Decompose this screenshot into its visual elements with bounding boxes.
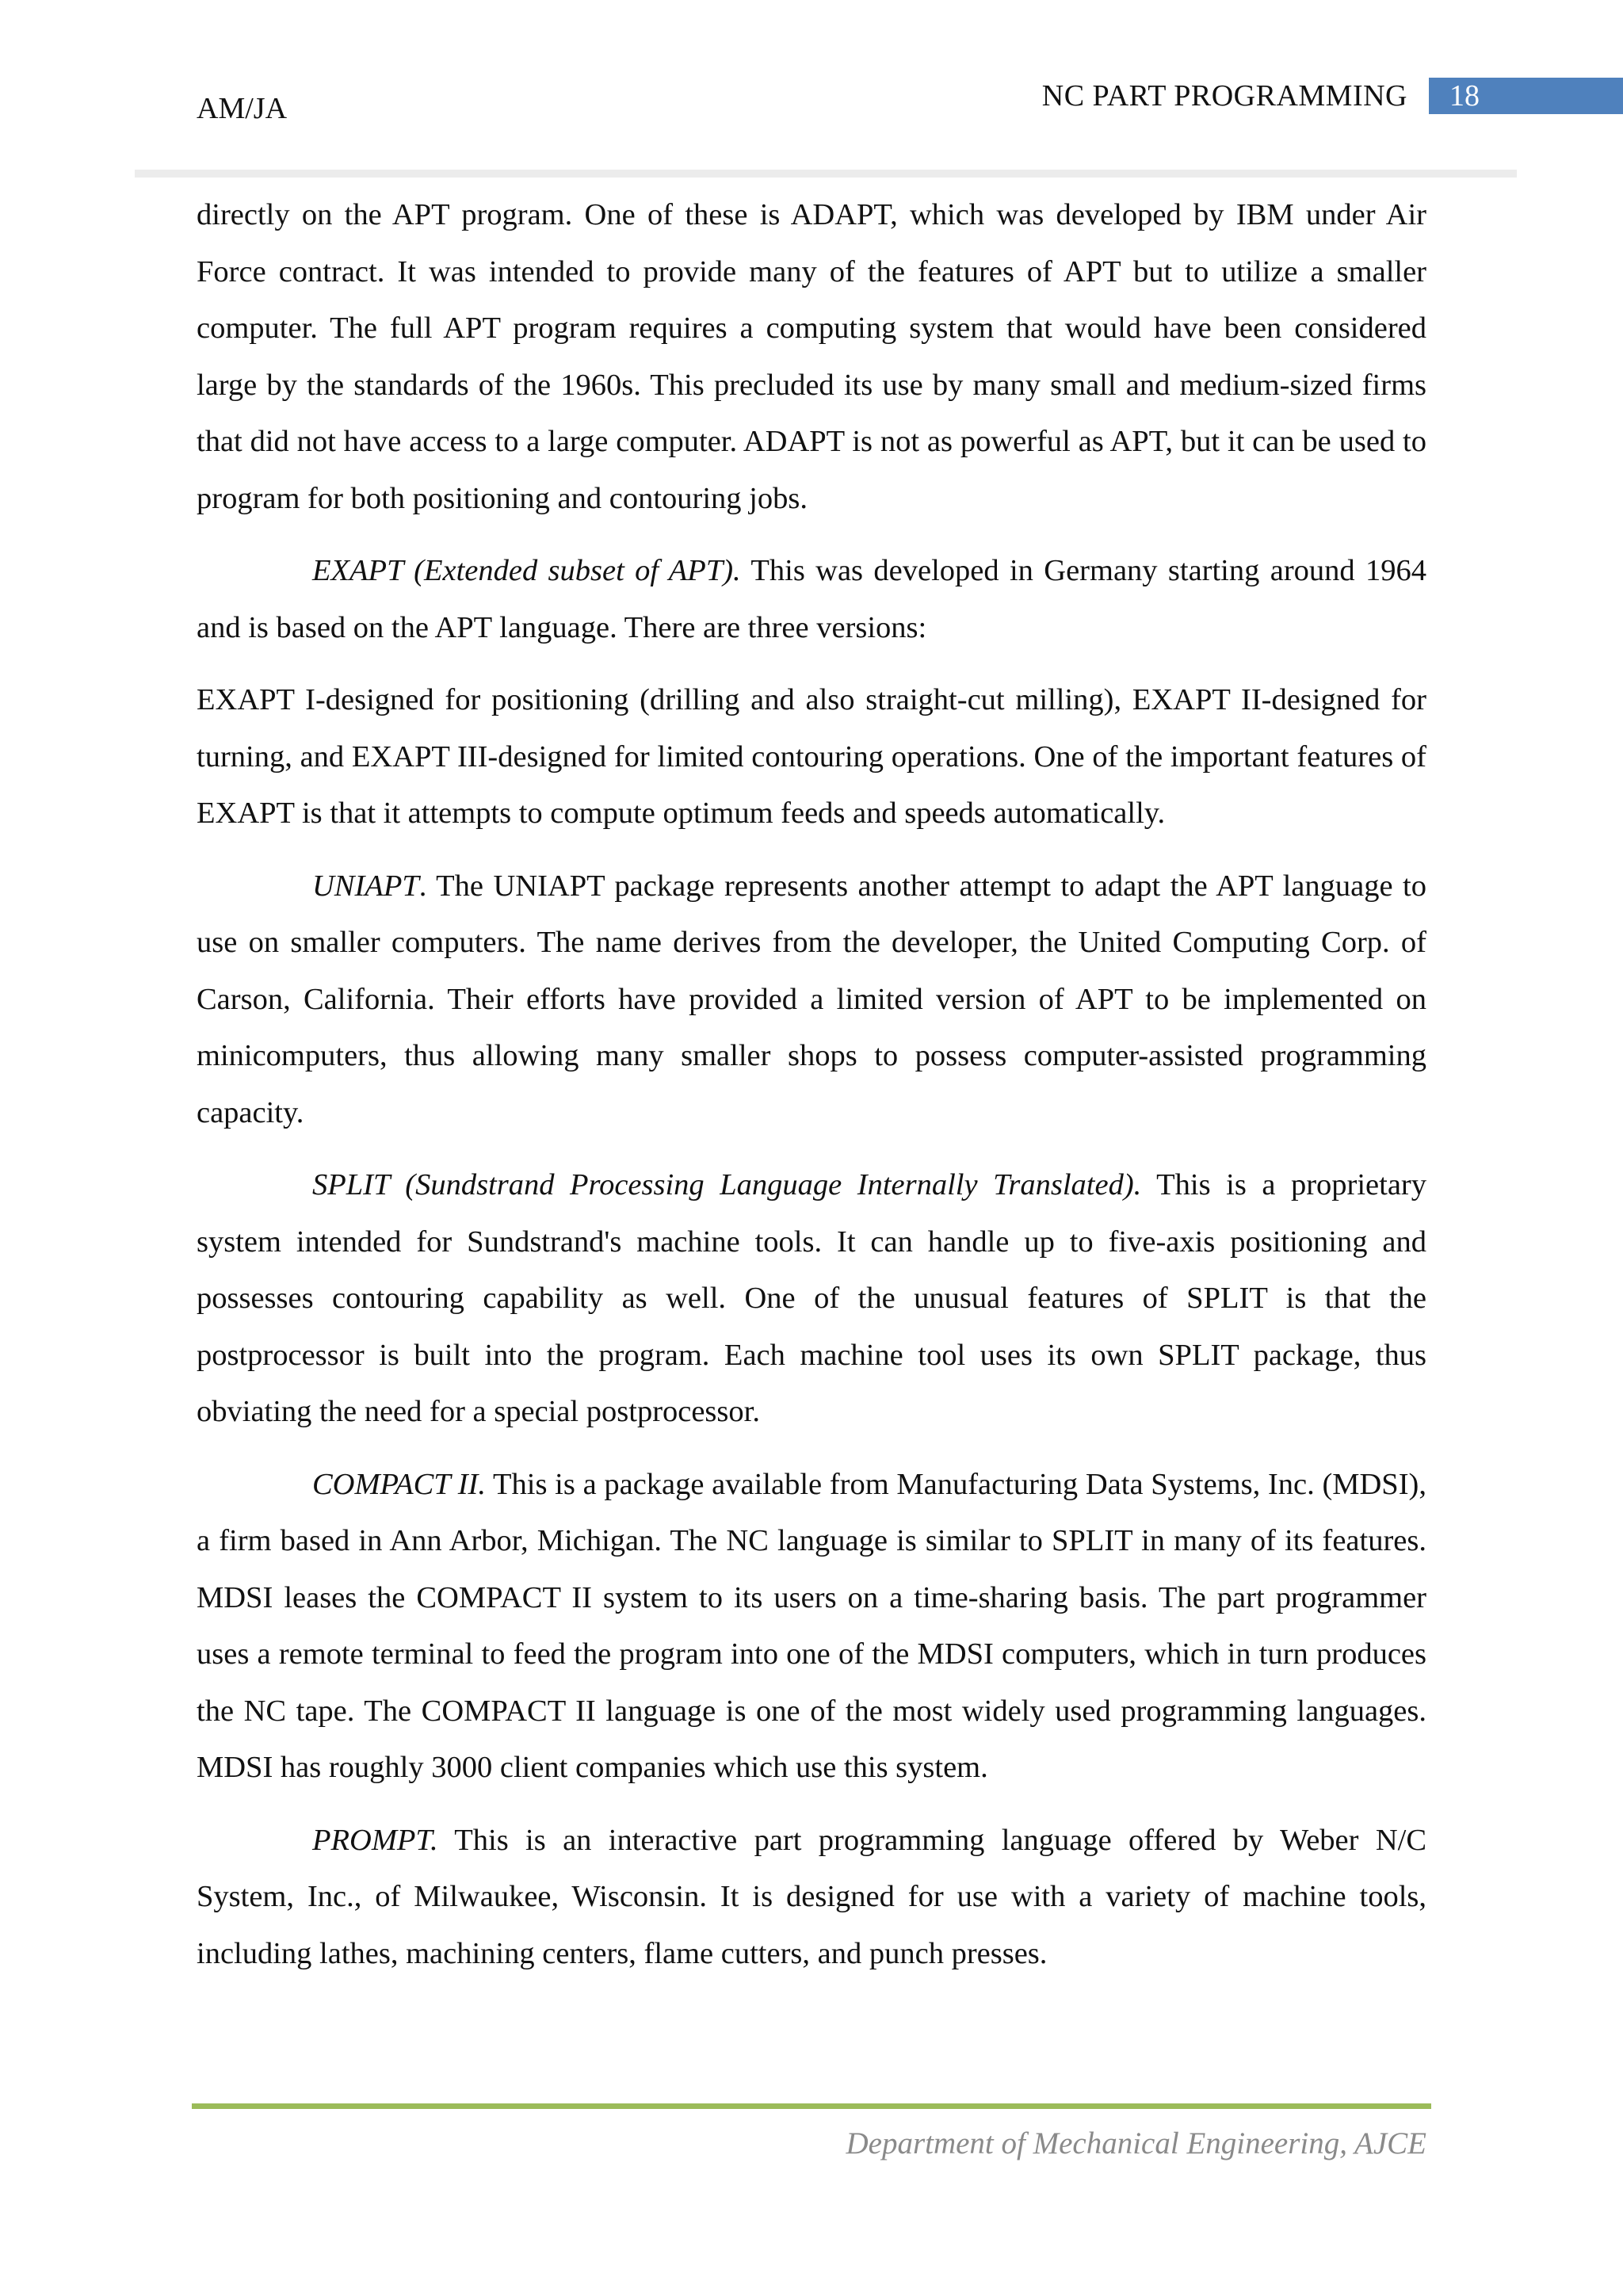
paragraph-exapt-versions: EXAPT I-designed for positioning (drilling and also straight-cut milling), EXAPT II-designed for turning, and EXAPT III-designed for limited contouring operations. One of the important features of EXAPT is that it attempts to compute optimum feeds and speeds automatically.: [197, 683, 1426, 830]
paragraph-prompt: [197, 1813, 1426, 1983]
paragraph-split-text: This is a proprietary system intended for Sundstrand's machine tools. It can handle up to five-axis positioning and possesses contouring capability as well. One of the unusual features of SPLIT is that the postprocessor is built into the program. Each machine tool uses its own SPLIT package, thus obviating the need for a special postprocessor.: [197, 1168, 1426, 1428]
paragraph-uniapt: [197, 858, 1426, 1142]
paragraph-compact: [197, 1457, 1426, 1797]
term-uniapt: UNIAPT: [312, 869, 419, 903]
paragraph-adapt: directly on the APT program. One of these is ADAPT, which was developed by IBM under Air Force contract. It was intended to provide many of the features of APT but to utilize a smaller computer. The full APT program requires a computing system that would have been considered large by the standards of the 1960s. This precluded its use by many small and medium-sized firms that did not have access to a large computer. ADAPT is not as powerful as APT, but it can be used to program for both positioning and contouring jobs.: [197, 198, 1426, 515]
term-exapt: EXAPT (Extended subset of APT).: [312, 554, 741, 587]
body-text: [197, 187, 1426, 1998]
header-author: AM/JA: [197, 92, 288, 125]
term-prompt: PROMPT.: [312, 1823, 438, 1857]
paragraph-compact-text: This is a package available from Manufacturing Data Systems, Inc. (MDSI), a firm based in Ann Arbor, Michigan. The NC language is similar to SPLIT in many of its features. MDSI leases the COMPACT II system to its users on a time-sharing basis. The part programmer uses a remote terminal to feed the program into one of the MDSI computers, which in turn produces the NC tape. The COMPACT II language is one of the most widely used programming languages. MDSI has roughly 3000 client companies which use this system.: [197, 1467, 1426, 1784]
term-split: SPLIT (Sundstrand Processing Language Internally Translated).: [312, 1168, 1142, 1201]
paragraph-exapt-text: This was developed in Germany starting around 1964 and is based on the APT language. There are three versions:: [197, 554, 1427, 644]
header-divider: [135, 170, 1517, 178]
paragraph-exapt: [197, 543, 1426, 656]
page-number-badge: 18: [1429, 78, 1623, 114]
paragraph-uniapt-text: . The UNIAPT package represents another attempt to adapt the APT language to use on smaller computers. The name derives from the developer, the United Computing Corp. of Carson, California. Their efforts have provided a limited version of APT to be implemented on minicomputers, thus allowing many smaller shops to possess computer-assisted programming capacity.: [197, 869, 1426, 1129]
header-title: NC PART PROGRAMMING: [1041, 79, 1407, 113]
paragraph-prompt-text: This is an interactive part programming language offered by Weber N/C System, Inc., of Milwaukee, Wisconsin. It is designed for use with a variety of machine tools, including lathes, machining centers, flame cutters, and punch presses.: [197, 1823, 1426, 1970]
paragraph-split: [197, 1157, 1426, 1441]
footer-divider: [192, 2103, 1431, 2109]
term-compact: COMPACT II.: [312, 1467, 486, 1501]
footer-department: Department of Mechanical Engineering, AJCE: [846, 2126, 1426, 2160]
